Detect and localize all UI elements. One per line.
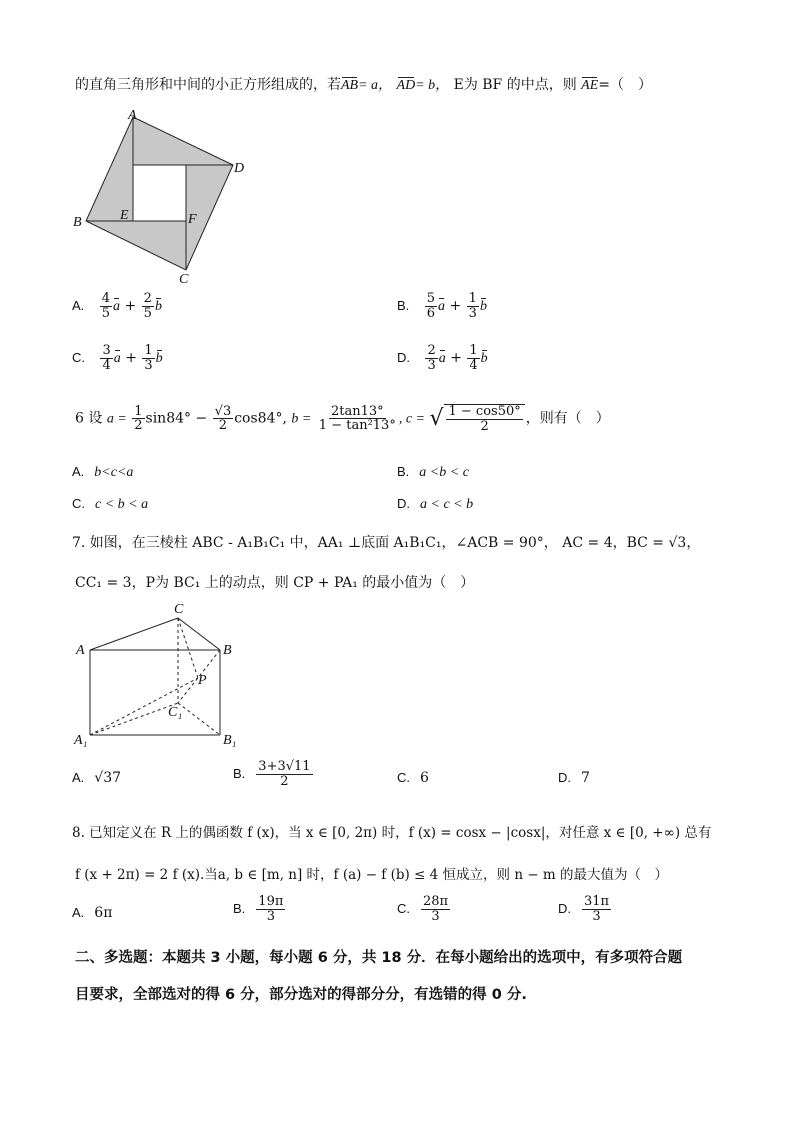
q5-vec-ae: AE bbox=[581, 78, 599, 93]
q5-option-d-label: D. bbox=[397, 350, 410, 366]
option-label: D. bbox=[558, 901, 571, 917]
q6-b-def: b = bbox=[291, 411, 312, 427]
option-label: A. bbox=[72, 464, 85, 479]
q6-lead: 设 bbox=[88, 410, 103, 427]
option-label: C. bbox=[397, 770, 410, 785]
q6-option-d[interactable] bbox=[397, 496, 473, 513]
q7-option-a[interactable] bbox=[72, 770, 121, 786]
frac-num: 3 bbox=[102, 343, 111, 358]
q6-c-frac bbox=[444, 404, 524, 433]
q5-label-d: D bbox=[234, 161, 245, 176]
frac-num: 1 bbox=[134, 403, 143, 419]
option-label: D. bbox=[558, 770, 571, 785]
frac-num: 3+3√11 bbox=[258, 759, 311, 774]
q5-option-c[interactable] bbox=[72, 344, 163, 372]
q6-option-b[interactable] bbox=[397, 464, 469, 481]
q8-option-c[interactable] bbox=[397, 895, 451, 923]
section2-line1: 二、多选题：本题共 3 小题，每小题 6 分，共 18 分．在每小题给出的选项中，有多项符合题 bbox=[75, 950, 683, 966]
frac-num: 1 − cos50° bbox=[448, 404, 521, 419]
frac-num: 1 bbox=[144, 343, 153, 358]
q7-line2: CC₁ = 3，P为 BC₁ 上的动点，则 CP + PA₁ 的最小值为（ ） bbox=[75, 575, 475, 591]
q7-option-c[interactable] bbox=[397, 770, 429, 786]
q5-d-frac1 bbox=[425, 344, 437, 372]
frac-den: 1 − tan²13° bbox=[318, 418, 396, 434]
q5-c-frac2 bbox=[142, 344, 154, 372]
option-frac bbox=[256, 760, 312, 788]
frac-num: 2 bbox=[427, 343, 436, 358]
q5-a-frac2 bbox=[142, 292, 154, 320]
q8-line2: f (x + 2π) = 2 f (x).当a, b ∈ [m, n] 时，f (a) − f (b) ≤ 4 恒成立，则 n − m 的最大值为（ ） bbox=[75, 867, 669, 883]
q7-option-b[interactable] bbox=[233, 760, 314, 788]
q5-stem-line bbox=[75, 74, 652, 94]
q7-label-c: C bbox=[174, 602, 184, 617]
frac-den: 4 bbox=[469, 357, 478, 373]
q6-half bbox=[132, 405, 144, 433]
frac-num: 1 bbox=[469, 343, 478, 358]
q7-label-p: P bbox=[198, 673, 207, 688]
q6-cos84: cos84°, bbox=[234, 410, 287, 427]
q5-eq1: = a， bbox=[358, 78, 393, 93]
q7-line1: 7. 如图，在三棱柱 ABC - A₁B₁C₁ 中，AA₁ ⊥底面 A₁B₁C₁，∠ACB = 90°， AC = 4，BC = √3， bbox=[72, 535, 701, 551]
option-label: A. bbox=[72, 905, 85, 920]
q5-label-b: B bbox=[73, 215, 82, 230]
q7-label-a1: A₁ bbox=[74, 733, 88, 748]
option-text: 6 bbox=[420, 770, 429, 786]
q6-c-def: , c = bbox=[398, 411, 425, 427]
option-frac bbox=[421, 895, 450, 923]
option-text: a <b < c bbox=[419, 465, 469, 480]
q7-label-a: A bbox=[76, 643, 85, 658]
option-label: C. bbox=[397, 901, 410, 917]
frac-num: 2tan13° bbox=[330, 403, 384, 419]
option-label: D. bbox=[397, 496, 410, 511]
frac-den: 3 bbox=[144, 357, 153, 373]
frac-den: 3 bbox=[468, 305, 477, 321]
vec-a: a bbox=[438, 351, 446, 367]
option-text: √37 bbox=[94, 770, 122, 786]
q8-option-b[interactable] bbox=[233, 895, 286, 923]
vec-b: b bbox=[154, 299, 162, 315]
q5-option-c-label: C. bbox=[72, 350, 85, 366]
q7-label-b: B bbox=[223, 643, 232, 658]
option-label: B. bbox=[233, 901, 246, 917]
option-label: B. bbox=[233, 766, 246, 782]
q7-figure-prism bbox=[70, 598, 250, 748]
vec-a: a bbox=[113, 299, 121, 315]
option-text: 7 bbox=[581, 770, 590, 786]
q5-label-a: A bbox=[128, 108, 137, 123]
option-label: A. bbox=[72, 770, 85, 785]
q5-label-f: F bbox=[188, 212, 197, 227]
vec-b: b bbox=[480, 351, 488, 367]
q6-ask: ，则有（ ） bbox=[525, 410, 610, 427]
frac-den: 2 bbox=[218, 418, 228, 434]
plus-sign: + bbox=[124, 298, 137, 315]
section2-line2: 目要求，全部选对的得 6 分，部分选对的得部分分，有选错的得 0 分. bbox=[75, 987, 527, 1003]
vec-a: a bbox=[113, 351, 121, 367]
q5-label-c: C bbox=[179, 272, 189, 285]
frac-den: 3 bbox=[427, 357, 436, 373]
q6-a-def: a = bbox=[106, 411, 127, 427]
minus-sign: − bbox=[195, 410, 208, 427]
option-text: a < c < b bbox=[420, 497, 474, 512]
q5-eq2: = b， bbox=[415, 78, 450, 93]
option-frac bbox=[582, 895, 611, 923]
plus-sign: + bbox=[125, 350, 137, 367]
q5-option-a[interactable] bbox=[72, 292, 162, 320]
frac-den: 2 bbox=[280, 773, 289, 789]
frac-num: 28π bbox=[423, 894, 449, 909]
frac-den: 2 bbox=[134, 418, 143, 434]
q5-option-a-label: A. bbox=[72, 298, 85, 314]
q6-number: 6 bbox=[75, 410, 84, 427]
option-label: B. bbox=[397, 464, 410, 479]
q6-sin84: sin84° bbox=[145, 410, 192, 427]
q5-option-b-label: B. bbox=[397, 298, 410, 314]
frac-den: 3 bbox=[266, 908, 275, 924]
q5-a-frac1 bbox=[100, 292, 112, 320]
q5-ask: =（ ） bbox=[598, 77, 653, 93]
frac-num: 19π bbox=[258, 894, 284, 909]
q6-stem bbox=[75, 404, 610, 433]
vec-a: a bbox=[438, 299, 446, 315]
q5-stem: 的直角三角形和中间的小正方形组成的，若 bbox=[75, 77, 341, 93]
frac-num: 31π bbox=[584, 894, 610, 909]
sqrt-sign: √ bbox=[429, 406, 444, 432]
q7-option-d[interactable] bbox=[558, 770, 590, 786]
q5-option-b[interactable] bbox=[397, 292, 487, 320]
plus-sign: + bbox=[449, 298, 462, 315]
q5-vec-ab: AB bbox=[341, 78, 359, 93]
frac-den: 4 bbox=[102, 357, 111, 373]
frac-den: 3 bbox=[592, 908, 601, 924]
frac-num: 1 bbox=[468, 291, 477, 306]
frac-num: 2 bbox=[143, 291, 152, 306]
option-label: C. bbox=[72, 496, 85, 511]
q6-tan-frac bbox=[317, 405, 398, 433]
frac-num: √3 bbox=[214, 403, 232, 419]
option-text: b<c<a bbox=[94, 465, 134, 480]
q7-label-c1: C₁ bbox=[168, 705, 183, 720]
q8-option-d[interactable] bbox=[558, 895, 612, 923]
q5-b-frac1 bbox=[425, 292, 437, 320]
frac-den: 3 bbox=[431, 908, 440, 924]
q6-root3-frac bbox=[213, 405, 234, 433]
q5-b-frac2 bbox=[467, 292, 479, 320]
frac-den: 5 bbox=[101, 305, 111, 321]
frac-den: 5 bbox=[143, 305, 152, 321]
q6-option-a[interactable] bbox=[72, 464, 133, 481]
q6-option-c[interactable] bbox=[72, 496, 148, 513]
q5-e-mid: E为 BF 的中点，则 bbox=[453, 77, 577, 93]
q7-label-b1: B₁ bbox=[223, 733, 237, 748]
frac-num: 4 bbox=[101, 291, 111, 306]
option-text: c < b < a bbox=[95, 497, 149, 512]
q8-line1: 8. 已知定义在 R 上的偶函数 f (x)，当 x ∈ [0, 2π) 时，f (x) = cosx − |cosx|，对任意 x ∈ [0, +∞) 总有 bbox=[72, 825, 712, 841]
q8-option-a[interactable] bbox=[72, 905, 112, 921]
q5-d-frac2 bbox=[467, 344, 479, 372]
option-text: 6π bbox=[94, 905, 113, 921]
plus-sign: + bbox=[450, 350, 462, 367]
q5-label-e: E bbox=[120, 208, 129, 223]
q5-figure-pinwheel bbox=[68, 105, 258, 285]
q5-vec-ad: AD bbox=[396, 78, 416, 93]
option-frac bbox=[256, 895, 285, 923]
q5-option-d[interactable] bbox=[397, 344, 488, 372]
q5-c-frac1 bbox=[100, 344, 112, 372]
frac-den: 2 bbox=[480, 418, 489, 434]
frac-den: 6 bbox=[426, 305, 436, 321]
frac-num: 5 bbox=[426, 291, 436, 306]
vec-b: b bbox=[155, 351, 163, 367]
vec-b: b bbox=[479, 299, 487, 315]
